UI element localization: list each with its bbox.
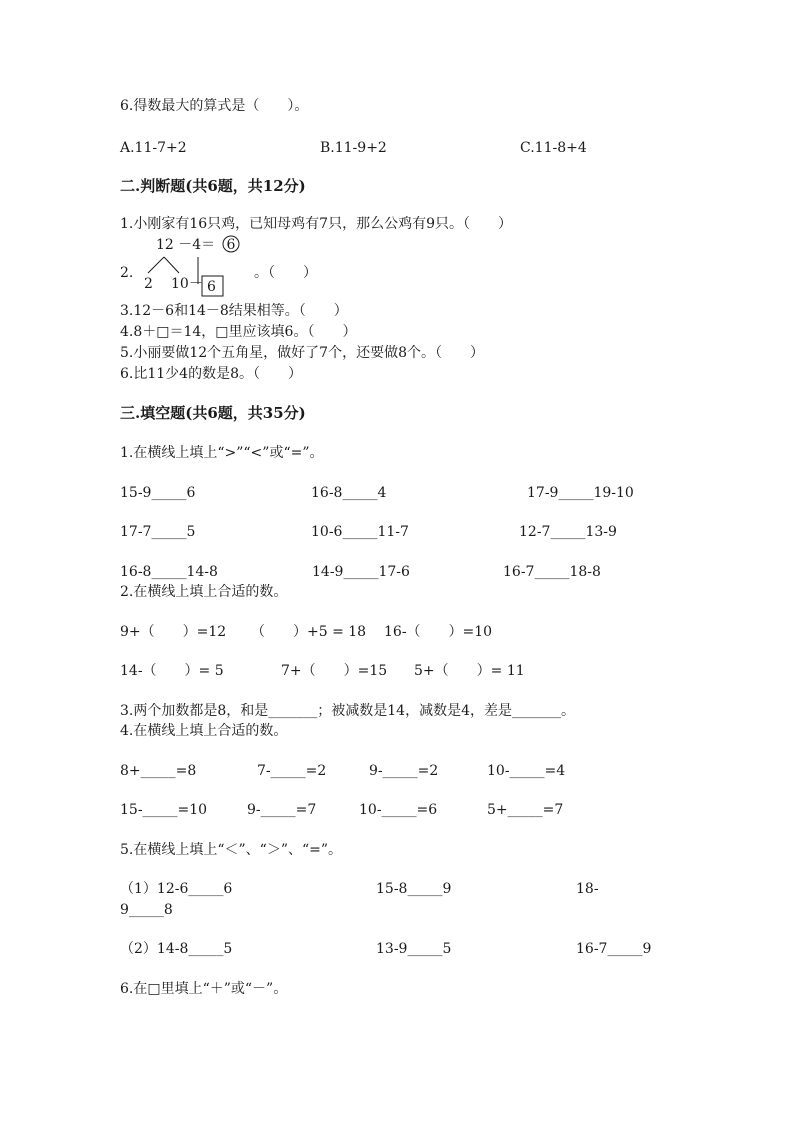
fill-q4-item: 5+_____=7	[487, 802, 564, 818]
fill-q1-item: 16-8_____14-8	[120, 564, 218, 580]
section-3-heading: 三.填空题(共6题，共35分)	[120, 404, 306, 422]
fill-q5-item-wrap: 9_____8	[120, 902, 173, 918]
judge-q2-number: 2.	[120, 265, 134, 281]
fill-q2-stem: 2.在横线上填上合适的数。	[120, 584, 288, 600]
fill-q2-item: （ ）+5 = 18	[251, 624, 367, 640]
fill-q1-item: 14-9_____17-6	[312, 564, 410, 580]
fill-q1-item: 16-7_____18-8	[503, 564, 601, 580]
fill-q4-item: 15-_____=10	[120, 802, 208, 818]
fill-q4-item: 9-_____=7	[247, 802, 317, 818]
fill-q1-item: 17-7_____5	[120, 524, 196, 540]
section-2-heading: 二.判断题(共6题，共12分)	[120, 177, 306, 195]
fill-q3: 3.两个加数都是8，和是_______；被减数是14，减数是4，差是_______。	[120, 703, 575, 719]
fill-q4-item: 7-_____=2	[257, 763, 327, 779]
fill-q2-item: 7+（ ）=15	[281, 663, 388, 679]
diagram-split-left: 2	[144, 276, 153, 292]
diagram-split-line-left	[148, 257, 164, 273]
fill-q5-item: 18-	[576, 881, 599, 897]
fill-q2-item: 5+（ ）= 11	[414, 663, 525, 679]
fill-q1-item: 17-9_____19-10	[527, 485, 634, 501]
judge-q3: 3.12－6和14－8结果相等。（ ）	[120, 303, 348, 319]
judge-q1: 1.小刚家有16只鸡，已知母鸡有7只，那么公鸡有9只。（ ）	[120, 216, 512, 232]
fill-q6-stem: 6.在□里填上“＋”或“－”。	[120, 981, 288, 997]
fill-q4-item: 10-_____=4	[487, 763, 566, 779]
diagram-split-right: 10－	[171, 276, 203, 292]
fill-q4-item: 9-_____=2	[369, 763, 439, 779]
diagram-circled-answer: 6	[226, 237, 236, 253]
option-c: C.11-8+4	[520, 140, 587, 156]
fill-q5-item: 15-8_____9	[376, 881, 452, 897]
option-b: B.11-9+2	[320, 140, 387, 156]
judge-q6: 6.比11少4的数是8。（ ）	[120, 366, 302, 382]
fill-q1-item: 10-6_____11-7	[311, 524, 409, 540]
diagram-split-line-right	[164, 257, 179, 273]
fill-q4-item: 10-_____=6	[359, 802, 438, 818]
fill-q1-item: 15-9_____6	[120, 485, 196, 501]
fill-q1-stem: 1.在横线上填上“>”“<”或“=”。	[120, 445, 324, 461]
judge-q5: 5.小丽要做12个五角星，做好了7个，还要做8个。（ ）	[120, 345, 484, 361]
fill-q4-stem: 4.在横线上填上合适的数。	[120, 723, 288, 739]
number-split-diagram	[138, 232, 258, 300]
judge-q4: 4.8＋□＝14，□里应该填6。（ ）	[120, 324, 357, 340]
fill-q1-item: 16-8_____4	[311, 485, 387, 501]
fill-q2-item: 16-（ ）=10	[384, 624, 493, 640]
fill-q5-item: （2）14-8_____5	[120, 941, 233, 957]
fill-q4-item: 8+_____=8	[120, 763, 197, 779]
fill-q2-item: 9+（ ）=12	[120, 624, 227, 640]
fill-q5-stem: 5.在横线上填上“＜”、“＞”、“=”。	[120, 842, 343, 858]
fill-q1-item: 12-7_____13-9	[519, 524, 617, 540]
question-6-stem: 6.得数最大的算式是（ ）。	[120, 98, 309, 114]
fill-q5-item: 16-7_____9	[576, 941, 652, 957]
fill-q2-item: 14-（ ）= 5	[120, 663, 224, 679]
diagram-equation: 12 －4＝	[156, 237, 216, 253]
fill-q5-item: （1）12-6_____6	[120, 881, 233, 897]
fill-q5-item: 13-9_____5	[376, 941, 452, 957]
diagram-boxed-answer: 6	[207, 279, 216, 295]
option-a: A.11-7+2	[120, 140, 187, 156]
judge-q2-suffix: 。（ ）	[254, 265, 317, 281]
